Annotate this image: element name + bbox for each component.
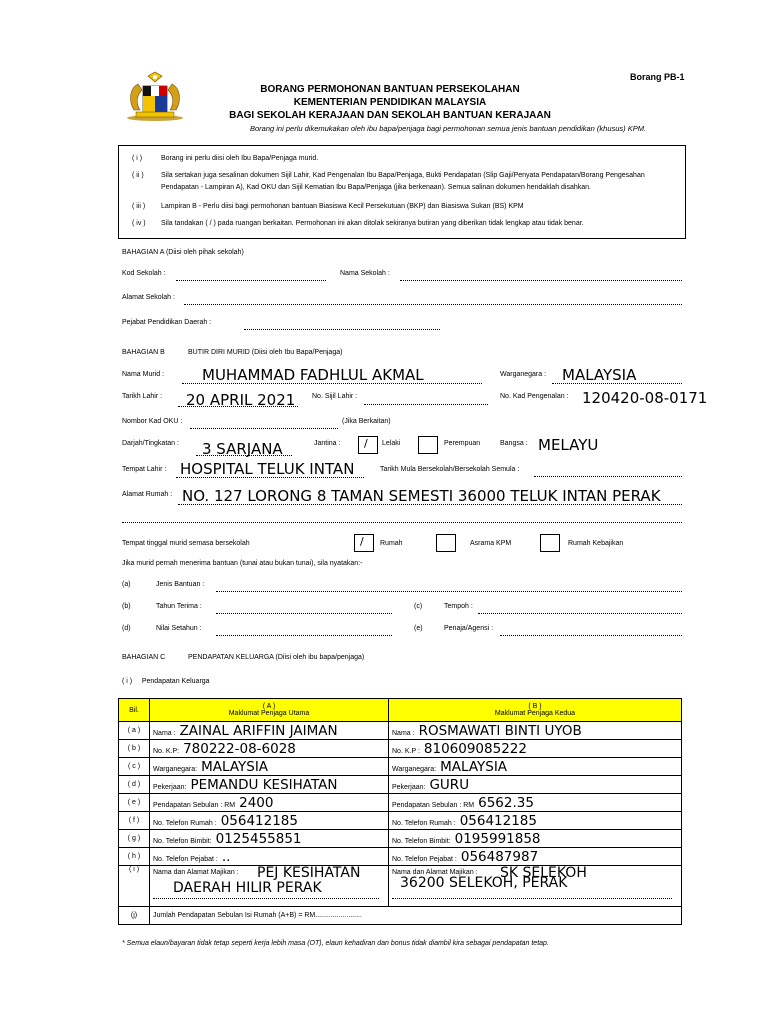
penaja-field[interactable] [500, 635, 682, 636]
section-c-heading2: PENDAPATAN KELUARGA (Diisi oleh ibu bapa/penjaga) [188, 654, 365, 661]
warganegara-label: Warganegara : [500, 371, 547, 378]
table-row-bil: ( g ) [119, 830, 150, 848]
form-title-line1: BORANG PERMOHONAN BANTUAN PERSEKOLAHAN [260, 84, 520, 95]
instruction-num: ( i ) [132, 155, 143, 162]
guardian-a-label: Pekerjaan: [153, 783, 187, 791]
item-d-label: (d) [122, 625, 131, 632]
sijil-lahir-label: No. Sijil Lahir : [312, 393, 358, 400]
warganegara-value[interactable]: MALAYSIA [562, 366, 637, 384]
guardian-a-label: Warganegara: [153, 765, 198, 773]
tarikh-lahir-value[interactable]: 20 APRIL 2021 [186, 391, 296, 409]
guardian-a-label: No. Telefon Rumah : [153, 819, 217, 827]
oku-label: Nombor Kad OKU : [122, 418, 183, 425]
jenis-bantuan-label: Jenis Bantuan : [156, 581, 205, 588]
table-row-bil: ( d ) [119, 776, 150, 794]
guardian-b-label: No. Telefon Rumah : [392, 819, 456, 827]
income-table [118, 698, 682, 925]
lelaki-tick: / [364, 437, 368, 450]
lelaki-checkbox[interactable] [358, 436, 378, 454]
column-a-title: Maklumat Penjaga Utama [228, 710, 310, 717]
perempuan-label: Perempuan [444, 440, 481, 447]
guardian-a-label: Pendapatan Sebulan : RM [153, 801, 236, 809]
tempat-lahir-label: Tempat Lahir : [122, 466, 167, 473]
guardian-b-cell[interactable] [389, 722, 682, 740]
guardian-b-value: GURU [429, 776, 470, 793]
instruction-num: ( iv ) [132, 220, 146, 227]
guardian-a-cell[interactable] [150, 848, 389, 866]
tahun-terima-field[interactable] [216, 613, 392, 614]
guardian-b-cell[interactable] [389, 740, 682, 758]
guardian-b-value: 6562.35 [478, 794, 534, 811]
guardian-b-cell[interactable] [389, 794, 682, 812]
guardian-b-cell[interactable] [389, 830, 682, 848]
kod-sekolah-field[interactable] [176, 280, 326, 281]
guardian-b-label: Pekerjaan: [392, 783, 426, 791]
table-row-bil: ( e ) [119, 794, 150, 812]
table-row-bil: ( f ) [119, 812, 150, 830]
nama-sekolah-label: Nama Sekolah : [340, 270, 390, 277]
tarikh-lahir-line [178, 406, 298, 407]
darjah-value[interactable]: 3 SARJANA [202, 440, 283, 458]
instruction-text: Sila sertakan juga sesalinan dokumen Sijil Lahir, Kad Pengenalan Ibu Bapa/Penjaga, Bukti Pendapatan (Slip Gaji/Penyata Pendapatan/Borang Pengesahan [161, 172, 645, 179]
bangsa-label: Bangsa : [500, 440, 528, 447]
majikan-b-value2: 36200 SELEKOH, PERAK [400, 875, 568, 891]
oku-note: (Jika Berkaitan) [342, 418, 391, 425]
asrama-label: Asrama KPM [470, 540, 512, 547]
form-title-line2: KEMENTERIAN PENDIDIKAN MALAYSIA [293, 97, 487, 108]
instruction-num: ( iii ) [132, 203, 146, 210]
guardian-a-label: No. Telefon Bimbit: [153, 837, 212, 845]
guardian-a-value: 056412185 [220, 812, 298, 829]
guardian-b-cell[interactable] [389, 812, 682, 830]
guardian-a-value: 0125455851 [215, 830, 302, 847]
darjah-line [196, 455, 292, 456]
guardian-b-cell[interactable] [389, 758, 682, 776]
section-c-heading: BAHAGIAN C [122, 654, 166, 661]
guardian-a-label: Nama : [153, 729, 176, 737]
tempat-lahir-line [176, 477, 364, 478]
column-a-header [150, 699, 389, 722]
instruction-text: Sila tandakan ( / ) pada ruangan berkaitan. Permohonan ini akan ditolak sekiranya butiran yang diberikan tidak lengkap atau tidak benar. [161, 220, 584, 227]
column-b-code: ( B ) [528, 703, 542, 710]
table-row [119, 758, 682, 776]
guardian-a-cell[interactable] [150, 776, 389, 794]
guardian-a-cell[interactable] [150, 722, 389, 740]
alamat-rumah-label: Alamat Rumah : [122, 491, 173, 498]
guardian-a-label: No. K.P: [153, 747, 180, 755]
instruction-text: Lampiran B - Perlu diisi bagi permohonan bantuan Biasiswa Kecil Persekutuan (BKP) dan Biasiswa Sukan (BS) KPM [161, 203, 524, 210]
nama-sekolah-field[interactable] [400, 280, 682, 281]
section-a-heading: BAHAGIAN A (Diisi oleh pihak sekolah) [122, 249, 244, 256]
guardian-a-value: ZAINAL ARIFFIN JAIMAN [179, 722, 338, 739]
majikan-a-label: Nama dan Alamat Majikan : [153, 869, 239, 876]
guardian-a-value: 780222-08-6028 [183, 740, 296, 757]
item-e-label: (e) [414, 625, 423, 632]
guardian-b-label: No. K.P : [392, 747, 420, 755]
majikan-a-value2: DAERAH HILIR PERAK [173, 880, 322, 896]
tempoh-label: Tempoh : [444, 603, 473, 610]
guardian-b-value: ROSMAWATI BINTI UYOB [418, 722, 582, 739]
table-row-bil: ( h ) [119, 848, 150, 866]
tarikh-lahir-label: Tarikh Lahir : [122, 393, 163, 400]
bil-header: Bil. [119, 699, 150, 722]
instruction-text: Borang ini perlu diisi oleh Ibu Bapa/Penjaga murid. [161, 155, 319, 162]
table-row [119, 812, 682, 830]
instruction-text: Pendapatan - Lampiran A), Kad OKU dan Sijil Kematian Ibu Bapa/Penjaga (jika berkenaan). Semua salinan dokumen hendaklah disahkan. [161, 184, 591, 191]
warganegara-line [552, 383, 682, 384]
column-a-code: ( A ) [262, 703, 276, 710]
guardian-a-cell[interactable] [150, 740, 389, 758]
kp-label: No. Kad Pengenalan : [500, 393, 569, 400]
majikan-b-label: Nama dan Alamat Majikan : [392, 869, 478, 876]
table-row-bil: ( i ) [119, 866, 150, 907]
table-row [119, 830, 682, 848]
tarikh-mula-label: Tarikh Mula Bersekolah/Bersekolah Semula : [380, 466, 520, 473]
nama-murid-line [182, 383, 482, 384]
form-title-line3: BAGI SEKOLAH KERAJAAN DAN SEKOLAH BANTUAN KERAJAAN [229, 110, 551, 121]
rumah-tick: / [360, 535, 364, 548]
guardian-a-cell[interactable] [150, 758, 389, 776]
alamat-sekolah-field[interactable] [184, 304, 682, 305]
nama-murid-value[interactable]: MUHAMMAD FADHLUL AKMAL [202, 366, 424, 384]
guardian-a-value: 2400 [239, 794, 274, 811]
table-row [119, 848, 682, 866]
alamat-rumah-line [178, 504, 682, 505]
majikan-b-cell[interactable] [389, 866, 682, 907]
majikan-b-line [392, 898, 672, 899]
malaysia-crest-logo [124, 70, 186, 127]
guardian-a-value: PEMANDU KESIHATAN [190, 776, 338, 793]
perempuan-checkbox[interactable] [418, 436, 438, 454]
nilai-setahun-field[interactable] [216, 635, 392, 636]
guardian-b-value: 056487987 [460, 848, 539, 865]
guardian-a-cell[interactable] [150, 830, 389, 848]
guardian-a-cell[interactable] [150, 794, 389, 812]
table-row-bil: ( b ) [119, 740, 150, 758]
majikan-a-cell[interactable] [150, 866, 389, 907]
instruction-num: ( ii ) [132, 172, 144, 179]
table-row [119, 794, 682, 812]
asrama-checkbox[interactable] [436, 534, 456, 552]
guardian-b-label: No. Telefon Bimbit: [392, 837, 451, 845]
rumah-checkbox[interactable] [354, 534, 374, 552]
jantina-label: Jantina : [314, 440, 341, 447]
section-b-heading: BAHAGIAN B [122, 349, 165, 356]
table-row [119, 776, 682, 794]
footnote: * Semua elaun/bayaran tidak tetap seperti kerja lebih masa (OT), elaun kehadiran dan bonus tidak diambil kira sebagai pendapatan tetap. [122, 940, 549, 947]
guardian-a-value: MALAYSIA [201, 758, 269, 775]
item-c-label: (c) [414, 603, 423, 610]
item-a-label: (a) [122, 581, 131, 588]
table-row-bil: (j) [119, 907, 150, 925]
alamat-sekolah-label: Alamat Sekolah : [122, 294, 175, 301]
form-code: Borang PB-1 [630, 72, 685, 82]
penaja-label: Penaja/Agensi : [444, 625, 494, 632]
alamat-rumah-value[interactable]: NO. 127 LORONG 8 TAMAN SEMESTI 36000 TELUK INTAN PERAK [182, 487, 661, 505]
ppd-label: Pejabat Pendidikan Daerah : [122, 319, 212, 326]
table-row-bil: ( c ) [119, 758, 150, 776]
kp-value[interactable]: 120420-08-0171 [582, 389, 708, 407]
jenis-bantuan-field[interactable] [216, 591, 682, 592]
ppd-field[interactable] [244, 329, 440, 330]
guardian-b-value: 0195991858 [454, 830, 541, 847]
lelaki-label: Lelaki [382, 440, 401, 447]
item-b-label: (b) [122, 603, 131, 610]
kebajikan-checkbox[interactable] [540, 534, 560, 552]
column-b-title: Maklumat Penjaga Kedua [494, 710, 576, 717]
guardian-b-label: Pendapatan Sebulan : RM [392, 801, 475, 809]
tempat-lahir-value[interactable]: HOSPITAL TELUK INTAN [180, 460, 355, 478]
majikan-b-value1: SK SELEKOH [500, 865, 587, 881]
guardian-b-label: Warganegara: [392, 765, 437, 773]
guardian-b-value: 056412185 [459, 812, 537, 829]
guardian-b-label: No. Telefon Pejabat : [392, 855, 457, 863]
alamat-rumah-line2 [122, 522, 682, 523]
guardian-b-value: MALAYSIA [440, 758, 508, 775]
jumlah-pendapatan[interactable]: Jumlah Pendapatan Sebulan Isi Rumah (A+B) = RM........................ [150, 907, 682, 925]
tempoh-field[interactable] [478, 613, 682, 614]
table-row [119, 722, 682, 740]
majikan-a-line [153, 898, 379, 899]
table-row-bil: ( a ) [119, 722, 150, 740]
nilai-setahun-label: Nilai Setahun : [156, 625, 202, 632]
section-b-heading2: BUTIR DIRI MURID (Diisi oleh Ibu Bapa/Penjaga) [188, 349, 343, 356]
tempat-tinggal-label: Tempat tinggal murid semasa bersekolah [122, 540, 250, 547]
column-b-header [389, 699, 682, 722]
guardian-b-cell[interactable] [389, 776, 682, 794]
sijil-lahir-field[interactable] [364, 404, 488, 405]
guardian-b-cell[interactable] [389, 848, 682, 866]
darjah-label: Darjah/Tingkatan : [122, 440, 179, 447]
kod-sekolah-label: Kod Sekolah : [122, 270, 166, 277]
guardian-a-value: .. [221, 848, 231, 865]
nama-murid-label: Nama Murid : [122, 371, 165, 378]
rumah-label: Rumah [380, 540, 403, 547]
bantuan-question: Jika murid pernah menerima bantuan (tunai atau bukan tunai), sila nyatakan:- [122, 560, 363, 567]
tahun-terima-label: Tahun Terima : [156, 603, 202, 610]
guardian-b-label: Nama : [392, 729, 415, 737]
guardian-b-value: 810609085222 [423, 740, 527, 757]
guardian-a-cell[interactable] [150, 812, 389, 830]
majikan-a-value1: PEJ KESIHATAN [257, 865, 361, 881]
kebajikan-label: Rumah Kebajikan [568, 540, 624, 547]
form-note: Borang ini perlu dikemukakan oleh ibu bapa/penjaga bagi permohonan semua jenis bantuan pendidikan (khusus) KPM. [250, 124, 647, 133]
table-row [119, 740, 682, 758]
bangsa-value[interactable]: MELAYU [538, 436, 599, 454]
guardian-a-label: No. Telefon Pejabat : [153, 855, 218, 863]
tarikh-mula-field[interactable] [534, 476, 682, 477]
oku-field[interactable] [190, 428, 338, 429]
pendapatan-subheading: ( i ) Pendapatan Keluarga [122, 678, 210, 685]
